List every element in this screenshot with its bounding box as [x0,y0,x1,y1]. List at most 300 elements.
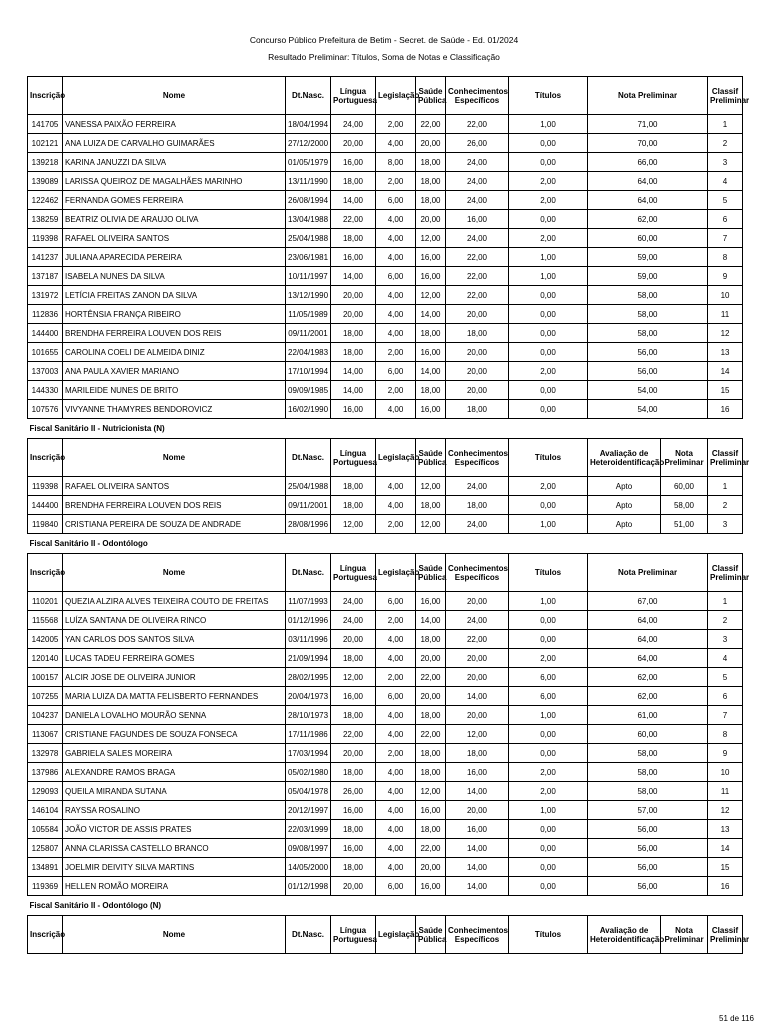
table-cell: 25/04/1988 [286,229,331,248]
table-cell: 22/03/1999 [286,820,331,839]
table-cell: 7 [708,229,743,248]
table-cell: 20,00 [446,305,509,324]
table-cell: 105584 [28,820,63,839]
table-row [28,477,743,496]
column-header-saude: Saúde Pública [416,916,446,954]
table-cell: 16/02/1990 [286,400,331,419]
column-header-inscricao: Inscrição [28,77,63,115]
table-cell: 0,00 [509,725,588,744]
table-cell: 4,00 [376,820,416,839]
table-cell: 5 [708,191,743,210]
table-cell: 15 [708,858,743,877]
table-cell: VIVYANNE THAMYRES BENDOROVICZ [63,400,286,419]
table-cell: 2,00 [376,611,416,630]
table-cell: 22,00 [446,630,509,649]
column-header-nota: Nota Preliminar [661,916,708,954]
table-cell: 18/04/1994 [286,115,331,134]
table-cell: 2 [708,134,743,153]
table-cell: 22,00 [416,668,446,687]
column-header-classif: Classif Preliminar [708,439,743,477]
table-cell: 20/04/1973 [286,687,331,706]
table-cell: Apto [588,477,661,496]
table-cell: 2 [708,611,743,630]
column-header-inscricao: Inscrição [28,916,63,954]
table-cell: 09/09/1985 [286,381,331,400]
table-cell: 14 [708,839,743,858]
table-cell: 139218 [28,153,63,172]
table-cell: 115568 [28,611,63,630]
table-cell: 4,00 [376,706,416,725]
table-cell: 141237 [28,248,63,267]
table-cell: 60,00 [661,477,708,496]
table-cell: 3 [708,630,743,649]
table-cell: MARIA LUIZA DA MATTA FELISBERTO FERNANDES [63,687,286,706]
table-cell: 12,00 [416,229,446,248]
table-cell: 102121 [28,134,63,153]
table-cell: BRENDHA FERREIRA LOUVEN DOS REIS [63,496,286,515]
column-header-dtnasc: Dt.Nasc. [286,77,331,115]
table-cell: 2,00 [376,668,416,687]
table-cell: 20,00 [416,858,446,877]
table-cell: 24,00 [331,115,376,134]
table-cell: 12,00 [416,515,446,534]
table-cell: 20,00 [446,592,509,611]
table-cell: 7 [708,706,743,725]
table-cell: 9 [708,267,743,286]
table-cell: 0,00 [509,820,588,839]
table-cell: 20,00 [331,286,376,305]
table-cell: 21/09/1994 [286,649,331,668]
table-cell: 107576 [28,400,63,419]
table-cell: 16,00 [331,248,376,267]
table-row [28,134,743,153]
table-cell: 20,00 [446,343,509,362]
table-cell: 20,00 [331,134,376,153]
column-header-nome: Nome [63,439,286,477]
table-cell: 125807 [28,839,63,858]
table-cell: Apto [588,496,661,515]
table-cell: 20,00 [446,706,509,725]
table-cell: 4,00 [376,134,416,153]
table-cell: 4,00 [376,839,416,858]
table-cell: 18,00 [331,649,376,668]
table-row [28,820,743,839]
column-header-avaliacao: Avaliação de Heteroidentificação [588,439,661,477]
table-cell: 4,00 [376,210,416,229]
column-header-inscricao: Inscrição [28,554,63,592]
table-cell: CRISTIANA PEREIRA DE SOUZA DE ANDRADE [63,515,286,534]
table-cell: DANIELA LOVALHO MOURÃO SENNA [63,706,286,725]
table-row [28,801,743,820]
table-cell: 17/10/1994 [286,362,331,381]
table-cell: 1 [708,592,743,611]
table-cell: 4,00 [376,400,416,419]
table-cell: 24,00 [446,477,509,496]
table-row [28,191,743,210]
table-cell: 131972 [28,286,63,305]
table-cell: 22,00 [446,286,509,305]
table-cell: 18,00 [331,763,376,782]
table-cell: 119369 [28,877,63,896]
table-row [28,592,743,611]
table-cell: 22,00 [446,115,509,134]
table-cell: 0,00 [509,153,588,172]
table-cell: 20,00 [331,744,376,763]
table-cell: 0,00 [509,210,588,229]
table-cell: 16,00 [416,400,446,419]
table-cell: 20,00 [331,877,376,896]
table-cell: 24,00 [446,191,509,210]
table-cell: HELLEN ROMÃO MOREIRA [63,877,286,896]
column-header-legislacao: Legislação [376,916,416,954]
table-cell: 2,00 [376,115,416,134]
table-cell: 12,00 [416,782,446,801]
table-cell: 09/11/2001 [286,324,331,343]
table-cell: 4,00 [376,630,416,649]
table-cell: 144400 [28,496,63,515]
table-cell: 13/04/1988 [286,210,331,229]
table-cell: 62,00 [588,687,708,706]
table-header-row [28,77,743,115]
table-cell: 05/02/1980 [286,763,331,782]
table-cell: 16,00 [331,153,376,172]
table-cell: 1,00 [509,515,588,534]
table-cell: 8 [708,725,743,744]
table-row [28,343,743,362]
table-cell: 16,00 [446,820,509,839]
table-cell: MARILEIDE NUNES DE BRITO [63,381,286,400]
table-row [28,744,743,763]
table-cell: 62,00 [588,210,708,229]
table-cell: 0,00 [509,286,588,305]
table-cell: 14,00 [331,267,376,286]
table-row [28,611,743,630]
table-cell: 18,00 [416,191,446,210]
table-cell: 1,00 [509,706,588,725]
table-cell: 2,00 [509,763,588,782]
table-cell: 16,00 [331,687,376,706]
table-cell: 71,00 [588,115,708,134]
table-cell: 57,00 [588,801,708,820]
table-cell: CRISTIANE FAGUNDES DE SOUZA FONSECA [63,725,286,744]
table-cell: 16,00 [331,400,376,419]
section-title: Fiscal Sanitário II - Nutricionista (N) [28,419,743,439]
table-cell: 70,00 [588,134,708,153]
table-cell: 144400 [28,324,63,343]
table-cell: 3 [708,153,743,172]
table-cell: 1 [708,477,743,496]
table-cell: 64,00 [588,191,708,210]
table-row [28,782,743,801]
column-header-titulos: Títulos [509,439,588,477]
table-cell: 0,00 [509,744,588,763]
table-cell: 141705 [28,115,63,134]
column-header-nome: Nome [63,77,286,115]
table-cell: 14,00 [446,877,509,896]
table-cell: 13/11/1990 [286,172,331,191]
table-cell: 18,00 [446,324,509,343]
table-cell: 2,00 [509,782,588,801]
table-cell: 0,00 [509,877,588,896]
table-cell: 56,00 [588,820,708,839]
table-row [28,706,743,725]
table-cell: 2,00 [509,191,588,210]
table-cell: 18,00 [446,744,509,763]
table-row [28,649,743,668]
table-cell: LUÍZA SANTANA DE OLIVEIRA RINCO [63,611,286,630]
table-cell: 15 [708,381,743,400]
table-cell: GABRIELA SALES MOREIRA [63,744,286,763]
table-cell: 58,00 [588,286,708,305]
table-cell: 58,00 [588,782,708,801]
table-cell: 51,00 [661,515,708,534]
table-cell: 09/11/2001 [286,496,331,515]
table-cell: 18,00 [416,763,446,782]
table-cell: 14,00 [446,687,509,706]
table-cell: 18,00 [416,744,446,763]
table-cell: 54,00 [588,381,708,400]
column-header-nota_prel: Nota Preliminar [588,77,708,115]
table-cell: 0,00 [509,496,588,515]
table-cell: 14,00 [331,381,376,400]
column-header-inscricao: Inscrição [28,439,63,477]
table-cell: 1,00 [509,801,588,820]
table-cell: 1 [708,115,743,134]
table-cell: BRENDHA FERREIRA LOUVEN DOS REIS [63,324,286,343]
table-cell: 11 [708,782,743,801]
table-cell: 01/12/1998 [286,877,331,896]
table-cell: 14/05/2000 [286,858,331,877]
table-cell: 100157 [28,668,63,687]
table-cell: 16,00 [331,839,376,858]
table-cell: 6,00 [509,668,588,687]
table-cell: 64,00 [588,649,708,668]
column-header-dtnasc: Dt.Nasc. [286,916,331,954]
table-cell: 12,00 [331,515,376,534]
table-cell: 24,00 [446,611,509,630]
table-cell: RAFAEL OLIVEIRA SANTOS [63,477,286,496]
table-cell: 56,00 [588,858,708,877]
section-row [28,419,743,439]
table-cell: 4,00 [376,324,416,343]
table-cell: 20,00 [446,362,509,381]
column-header-classif: Classif Preliminar [708,916,743,954]
table-cell: 18,00 [331,496,376,515]
table-cell: 67,00 [588,592,708,611]
document-title: Concurso Público Prefeitura de Betim - Secret. de Saúde - Ed. 01/2024 [249,35,519,45]
table-cell: 2,00 [509,229,588,248]
column-header-titulos: Títulos [509,77,588,115]
table-cell: 20,00 [416,210,446,229]
table-cell: 0,00 [509,381,588,400]
table-cell: 129093 [28,782,63,801]
column-header-dtnasc: Dt.Nasc. [286,439,331,477]
table-cell: 6,00 [376,191,416,210]
table-row [28,763,743,782]
column-header-lingua: Língua Portuguesa [331,916,376,954]
table-row [28,153,743,172]
table-cell: 18,00 [331,858,376,877]
table-cell: 12,00 [416,477,446,496]
table-cell: 4,00 [376,763,416,782]
table-cell: 11 [708,305,743,324]
table-cell: 11/05/1989 [286,305,331,324]
table-header-row [28,916,743,954]
table-cell: 59,00 [588,248,708,267]
table-cell: 22,00 [416,725,446,744]
table-cell: 16,00 [446,210,509,229]
table-cell: 27/12/2000 [286,134,331,153]
table-cell: 0,00 [509,324,588,343]
table-cell: 2,00 [376,172,416,191]
table-cell: RAYSSA ROSALINO [63,801,286,820]
table-cell: 2,00 [376,515,416,534]
table-row [28,267,743,286]
table-cell: 4,00 [376,229,416,248]
table-cell: 58,00 [661,496,708,515]
table-row [28,115,743,134]
table-cell: 18,00 [416,630,446,649]
table-cell: 13 [708,343,743,362]
table-cell: 2,00 [376,343,416,362]
table-cell: 2,00 [509,649,588,668]
table-cell: JOÃO VICTOR DE ASSIS PRATES [63,820,286,839]
table-cell: 14,00 [416,362,446,381]
table-cell: 17/03/1994 [286,744,331,763]
table-cell: 2,00 [509,172,588,191]
table-cell: 6,00 [376,592,416,611]
table-cell: 18,00 [331,343,376,362]
table-cell: 5 [708,668,743,687]
table-cell: 18,00 [416,496,446,515]
table-cell: 24,00 [446,172,509,191]
table-cell: LARISSA QUEIROZ DE MAGALHÃES MARINHO [63,172,286,191]
table-cell: 54,00 [588,400,708,419]
table-cell: 18,00 [446,496,509,515]
table-cell: 8,00 [376,153,416,172]
table-cell: 24,00 [446,229,509,248]
table-cell: ISABELA NUNES DA SILVA [63,267,286,286]
table-cell: JOELMIR DEIVITY SILVA MARTINS [63,858,286,877]
table-cell: 24,00 [446,515,509,534]
table-cell: 132978 [28,744,63,763]
table-cell: 05/04/1978 [286,782,331,801]
table-cell: 14,00 [446,782,509,801]
table-row [28,324,743,343]
table-cell: CAROLINA COELI DE ALMEIDA DINIZ [63,343,286,362]
table-cell: 24,00 [331,611,376,630]
column-header-nota_prel: Nota Preliminar [588,554,708,592]
table-cell: Apto [588,515,661,534]
table-cell: 10 [708,286,743,305]
section-title: Fiscal Sanitário II - Odontólogo (N) [28,896,743,916]
table-cell: 60,00 [588,725,708,744]
table-cell: 119398 [28,477,63,496]
table-cell: 16,00 [416,877,446,896]
table-cell: 11/07/1993 [286,592,331,611]
table-cell: 119398 [28,229,63,248]
table-row [28,286,743,305]
table-cell: 134891 [28,858,63,877]
table-cell: 26/08/1994 [286,191,331,210]
column-header-lingua: Língua Portuguesa [331,439,376,477]
table-cell: LETÍCIA FREITAS ZANON DA SILVA [63,286,286,305]
table-cell: 20,00 [446,801,509,820]
table-cell: 119840 [28,515,63,534]
table-cell: 62,00 [588,668,708,687]
table-cell: 142005 [28,630,63,649]
table-cell: BEATRIZ OLIVIA DE ARAUJO OLIVA [63,210,286,229]
table-cell: 4,00 [376,477,416,496]
column-header-classif: Classif Preliminar [708,554,743,592]
table-cell: 2,00 [376,744,416,763]
table-cell: 10 [708,763,743,782]
table-cell: 56,00 [588,362,708,381]
table-row [28,668,743,687]
table-cell: 09/08/1997 [286,839,331,858]
table-cell: 4,00 [376,496,416,515]
table-cell: 18,00 [331,820,376,839]
table-cell: 4,00 [376,286,416,305]
table-cell: 2,00 [509,362,588,381]
column-header-classif: Classif Preliminar [708,77,743,115]
table-cell: QUEILA MIRANDA SUTANA [63,782,286,801]
table-cell: 2,00 [376,381,416,400]
table-cell: 20,00 [446,649,509,668]
table-cell: 101655 [28,343,63,362]
table-cell: 0,00 [509,839,588,858]
table-row [28,496,743,515]
column-header-lingua: Língua Portuguesa [331,554,376,592]
table-row [28,725,743,744]
table-cell: 6 [708,210,743,229]
table-cell: HORTÊNSIA FRANÇA RIBEIRO [63,305,286,324]
table-cell: 16,00 [331,801,376,820]
table-cell: LUCAS TADEU FERREIRA GOMES [63,649,286,668]
table-cell: 1,00 [509,267,588,286]
table-cell: ALEXANDRE RAMOS BRAGA [63,763,286,782]
table-cell: 18,00 [331,477,376,496]
table-cell: 58,00 [588,324,708,343]
table-cell: 16,00 [416,267,446,286]
table-cell: 4,00 [376,305,416,324]
table-cell: 60,00 [588,229,708,248]
table-cell: 4,00 [376,248,416,267]
table-cell: 113067 [28,725,63,744]
table-cell: 137003 [28,362,63,381]
table-cell: 20,00 [446,381,509,400]
table-cell: 0,00 [509,611,588,630]
table-cell: 18,00 [446,400,509,419]
table-cell: 18,00 [416,381,446,400]
table-row [28,877,743,896]
table-cell: 139089 [28,172,63,191]
table-cell: 28/08/1996 [286,515,331,534]
table-cell: 01/05/1979 [286,153,331,172]
table-cell: 01/12/1996 [286,611,331,630]
table-cell: 0,00 [509,305,588,324]
table-cell: 0,00 [509,343,588,362]
table-cell: 56,00 [588,877,708,896]
table-cell: 146104 [28,801,63,820]
table-row [28,839,743,858]
table-cell: KARINA JANUZZI DA SILVA [63,153,286,172]
table-cell: 0,00 [509,400,588,419]
table-cell: 112836 [28,305,63,324]
table-cell: 8 [708,248,743,267]
document-subtitle: Resultado Preliminar: Títulos, Soma de Notas e Classificação [268,52,500,62]
column-header-legislacao: Legislação [376,554,416,592]
